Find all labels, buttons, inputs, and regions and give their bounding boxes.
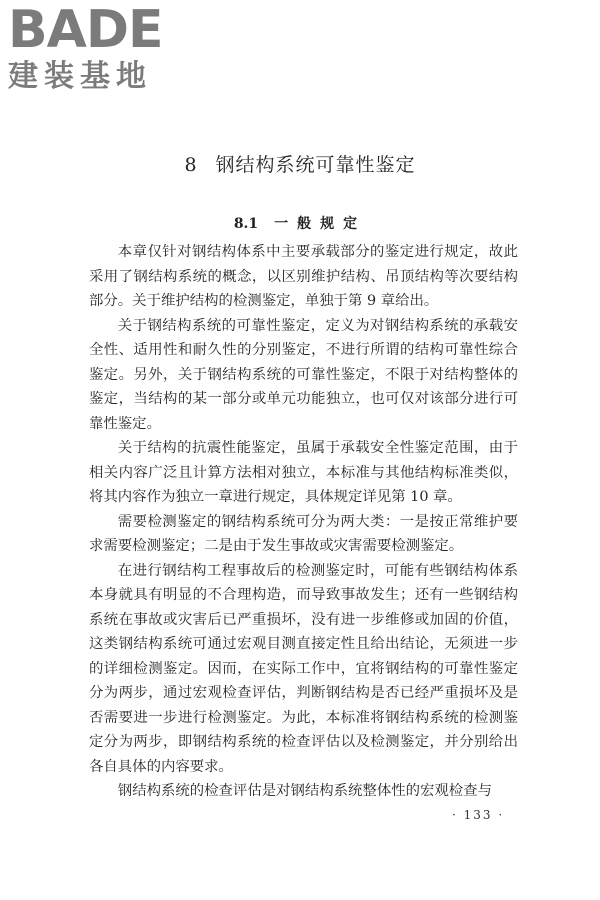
- section-number: 8.1: [233, 216, 259, 232]
- bade-logo: [8, 0, 178, 94]
- section-heading: [0, 213, 600, 233]
- chapter-number: 8: [184, 154, 198, 176]
- logo-subtitle: 建装基地: [8, 59, 152, 94]
- paragraph: 本章仅针对钢结构体系中主要承载部分的鉴定进行规定，故此采用了钢结构系统的概念，以区别维护结构、吊顶结构等次要结构部分。关于维护结构的检测鉴定，单独于第 9 章给出。: [89, 244, 518, 309]
- paragraph: 关于钢结构系统的可靠性鉴定，定义为对钢结构系统的承载安全性、适用性和耐久性的分别鉴定，不进行所谓的结构可靠性综合鉴定。另外，关于钢结构系统的可靠性鉴定，不限于对结构整体的鉴定，当结构的某一部分或单元功能独立，也可仅对该部分进行可靠性鉴定。: [89, 317, 518, 432]
- page-number: · 133 ·: [452, 808, 505, 822]
- paragraph: 关于结构的抗震性能鉴定，虽属于承载安全性鉴定范围，由于相关内容广泛且计算方法相对独立，本标准与其他结构标准类似，将其内容作为独立一章进行规定，具体规定详见第 10 章。: [89, 440, 518, 505]
- body-text: [89, 240, 518, 804]
- paragraph: 在进行钢结构工程事故后的检测鉴定时，可能有些钢结构体系本身就具有明显的不合理构造，而导致事故发生；还有一些钢结构系统在事故或灾害后已严重损坏，没有进一步维修或加固的价值，这类钢结构系统可通过宏观目测直接定性且给出结论，无须进一步的详细检测鉴定。因而，在实际工作中，宜将钢结构的可靠性鉴定分为两步，通过宏观检查评估，判断钢结构是否已经严重损坏及是否需要进一步进行检测鉴定。为此，本标准将钢结构系统的检测鉴定分为两步，即钢结构系统的检查评估以及检测鉴定，并分别给出各自具体的内容要求。: [89, 562, 518, 775]
- paragraph: 钢结构系统的检查评估是对钢结构系统整体性的宏观检查与: [117, 783, 492, 799]
- chapter-title: 钢结构系统可靠性鉴定: [215, 154, 416, 176]
- section-title: 一般规定: [274, 216, 367, 232]
- logo-brand: BADE: [8, 0, 163, 60]
- paragraph: 需要检测鉴定的钢结构系统可分为两大类：一是按正常维护要求需要检测鉴定；二是由于发生事故或灾害需要检测鉴定。: [89, 513, 518, 554]
- chapter-heading: [0, 150, 600, 177]
